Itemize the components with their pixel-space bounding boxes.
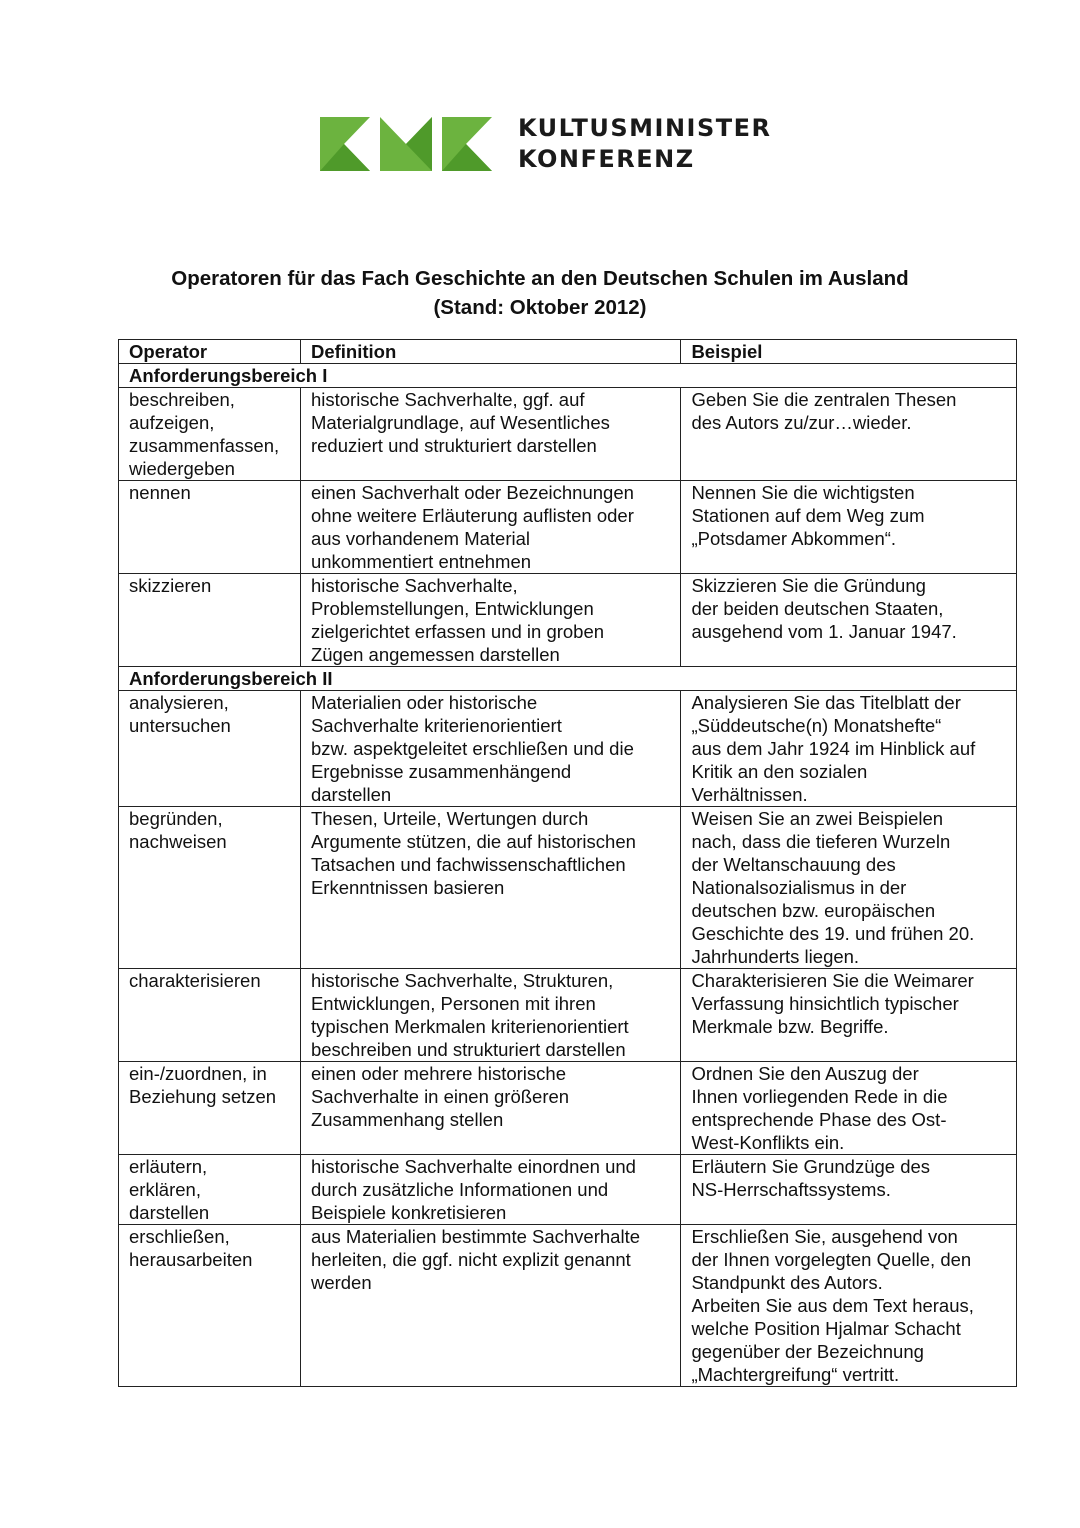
title-line-1: Operatoren für das Fach Geschichte an den Deutschen Schulen im Ausland xyxy=(171,267,909,290)
definition-cell: Thesen, Urteile, Wertungen durch Argumente stützen, die auf historischen Tatsachen und fachwissenschaftlichen Erkenntnissen basieren xyxy=(300,807,680,969)
beispiel-cell: Weisen Sie an zwei Beispielen nach, dass die tieferen Wurzeln der Weltanschauung des Nationalsozialismus in der deutschen bzw. europäischen Geschichte des 19. und frühen 20. Jahrhunderts liegen. xyxy=(681,807,1017,969)
table-row xyxy=(119,1155,1017,1225)
definition-cell: einen oder mehrere historische Sachverhalte in einen größeren Zusammenhang stellen xyxy=(300,1062,680,1155)
beispiel-cell: Skizzieren Sie die Gründung der beiden deutschen Staaten, ausgehend vom 1. Januar 1947. xyxy=(681,574,1017,667)
definition-cell: historische Sachverhalte einordnen und durch zusätzliche Informationen und Beispiele konkretisieren xyxy=(300,1155,680,1225)
logo-line-2: KONFERENZ xyxy=(518,145,695,173)
document-title xyxy=(0,264,1080,322)
operator-cell: begründen, nachweisen xyxy=(119,807,301,969)
table-row xyxy=(119,388,1017,481)
definition-cell: historische Sachverhalte, ggf. auf Materialgrundlage, auf Wesentliches reduziert und strukturiert darstellen xyxy=(300,388,680,481)
table-row xyxy=(119,574,1017,667)
operator-cell: charakterisieren xyxy=(119,969,301,1062)
operator-cell: nennen xyxy=(119,481,301,574)
header-operator: Operator xyxy=(119,340,301,364)
definition-cell: historische Sachverhalte, Problemstellungen, Entwicklungen zielgerichtet erfassen und in groben Zügen angemessen darstellen xyxy=(300,574,680,667)
kmk-logo-mark-icon xyxy=(320,117,492,171)
table-row xyxy=(119,969,1017,1062)
operator-cell: analysieren, untersuchen xyxy=(119,691,301,807)
beispiel-cell: Charakterisieren Sie die Weimarer Verfassung hinsichtlich typischer Merkmale bzw. Begriffe. xyxy=(681,969,1017,1062)
header-definition: Definition xyxy=(300,340,680,364)
operator-cell: erschließen, herausarbeiten xyxy=(119,1225,301,1387)
definition-cell: aus Materialien bestimmte Sachverhalte herleiten, die ggf. nicht explizit genannt werden xyxy=(300,1225,680,1387)
beispiel-cell: Ordnen Sie den Auszug der Ihnen vorliegenden Rede in die entsprechende Phase des Ost- West-Konflikts ein. xyxy=(681,1062,1017,1155)
title-line-2: (Stand: Oktober 2012) xyxy=(433,296,647,319)
table-row xyxy=(119,1062,1017,1155)
operator-cell: ein-/zuordnen, in Beziehung setzen xyxy=(119,1062,301,1155)
table-row xyxy=(119,481,1017,574)
beispiel-cell: Geben Sie die zentralen Thesen des Autors zu/zur…wieder. xyxy=(681,388,1017,481)
logo-line-1: KULTUSMINISTER xyxy=(518,114,772,142)
beispiel-cell: Erläutern Sie Grundzüge des NS-Herrschaftssystems. xyxy=(681,1155,1017,1225)
section-row xyxy=(119,364,1017,388)
beispiel-cell: Analysieren Sie das Titelblatt der „Süddeutsche(n) Monatshefte“ aus dem Jahr 1924 im Hinblick auf Kritik an den sozialen Verhältnissen. xyxy=(681,691,1017,807)
header-beispiel: Beispiel xyxy=(681,340,1017,364)
section-title: Anforderungsbereich II xyxy=(119,667,1017,691)
table-row xyxy=(119,691,1017,807)
table-row xyxy=(119,807,1017,969)
kmk-logo xyxy=(320,113,772,175)
definition-cell: einen Sachverhalt oder Bezeichnungen ohne weitere Erläuterung auflisten oder aus vorhandenem Material unkommentiert entnehmen xyxy=(300,481,680,574)
beispiel-cell: Nennen Sie die wichtigsten Stationen auf dem Weg zum „Potsdamer Abkommen“. xyxy=(681,481,1017,574)
beispiel-cell: Erschließen Sie, ausgehend von der Ihnen vorgelegten Quelle, den Standpunkt des Autors. Arbeiten Sie aus dem Text heraus, welche Position Hjalmar Schacht gegenüber der Bezeichnung „Machtergreifung“ vertritt. xyxy=(681,1225,1017,1387)
section-title: Anforderungsbereich I xyxy=(119,364,1017,388)
operator-cell: beschreiben, aufzeigen, zusammenfassen, wiedergeben xyxy=(119,388,301,481)
operators-table xyxy=(118,339,1017,1387)
operator-cell: erläutern, erklären, darstellen xyxy=(119,1155,301,1225)
table-header-row xyxy=(119,340,1017,364)
definition-cell: historische Sachverhalte, Strukturen, Entwicklungen, Personen mit ihren typischen Merkmalen kriterienorientiert beschreiben und strukturiert darstellen xyxy=(300,969,680,1062)
operator-cell: skizzieren xyxy=(119,574,301,667)
section-row xyxy=(119,667,1017,691)
definition-cell: Materialien oder historische Sachverhalte kriterienorientiert bzw. aspektgeleitet erschließen und die Ergebnisse zusammenhängend darstellen xyxy=(300,691,680,807)
table-row xyxy=(119,1225,1017,1387)
